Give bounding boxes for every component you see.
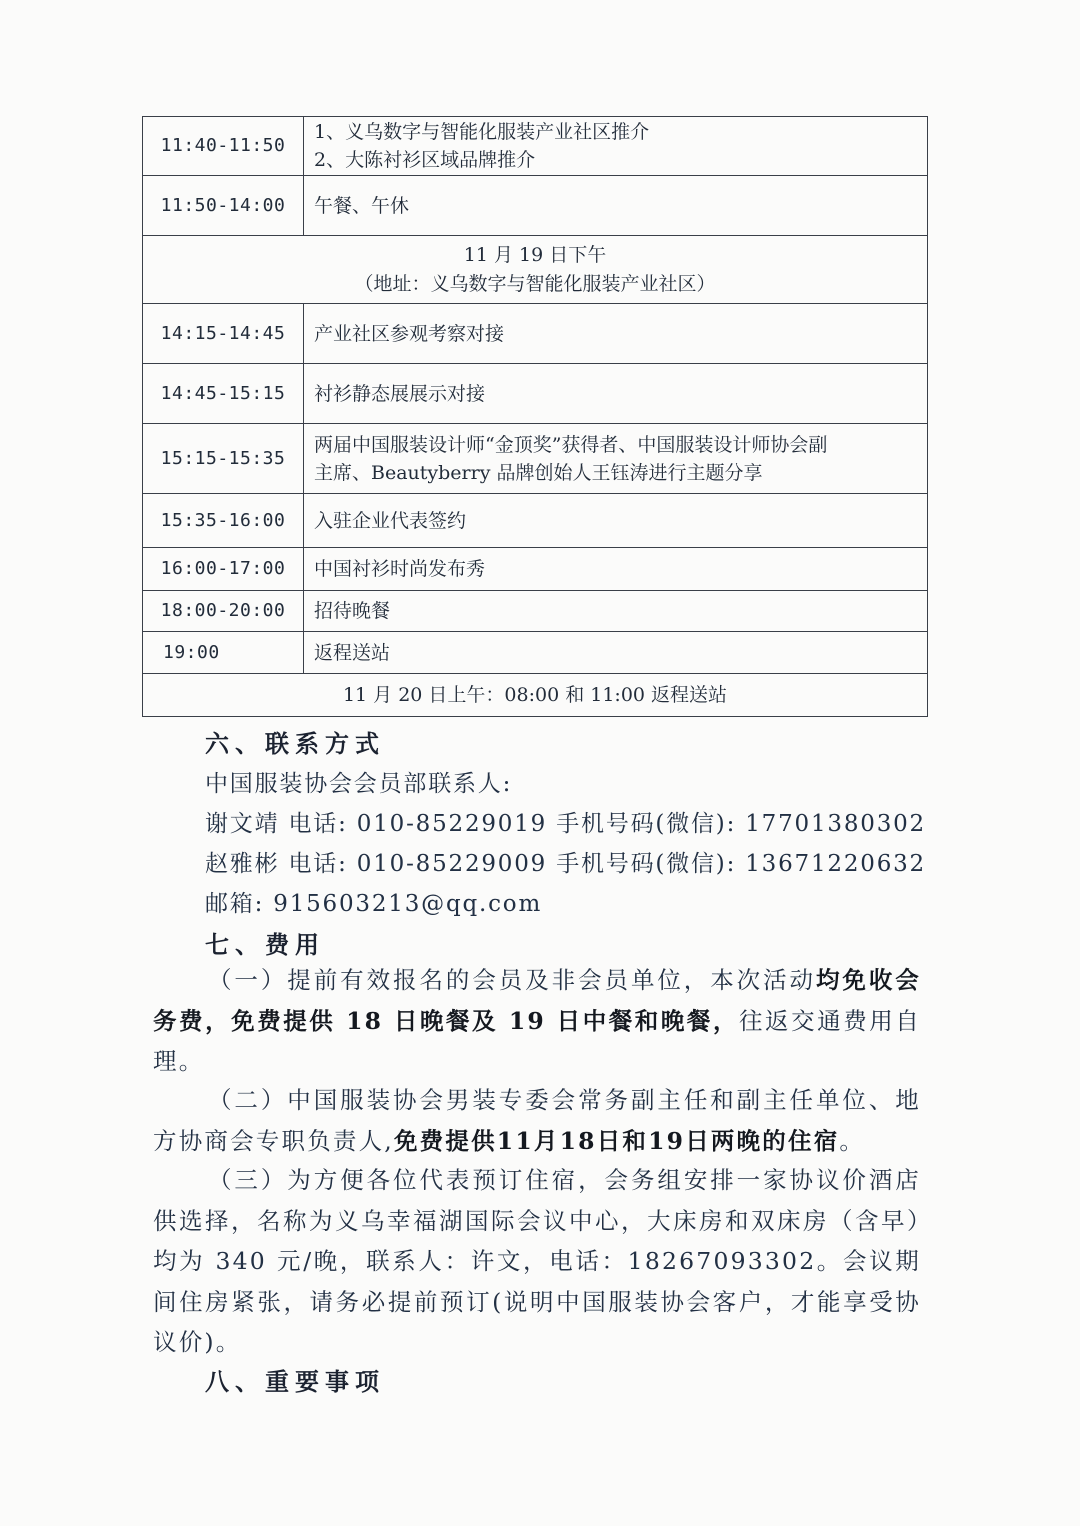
section-date: 11 月 19 日下午 xyxy=(463,243,607,266)
fees-heading: 七、费用 xyxy=(205,930,325,959)
paragraph-text: （三）为方便各位代表预订住宿，会务组安排一家协议价酒店供选择，名称为义乌幸福湖国际会议中心，大床房和双床房（含早）均为 340 元/晚，联系人：许文，电话：18267093302。会议期间住房紧张，请务必提前预订(说明中国服装协会客户，才能享受协议价)。 xyxy=(153,1166,921,1356)
important-heading: 八、重要事项 xyxy=(205,1367,385,1396)
time-cell: 16:00-17:00 xyxy=(143,548,304,591)
activity-cell xyxy=(304,117,928,176)
schedule-table xyxy=(142,116,928,717)
activity-line: 主席、Beautyberry 品牌创始人王钰涛进行主题分享 xyxy=(314,461,763,484)
activity-cell: 衬衫静态展展示对接 xyxy=(304,364,928,424)
table-row xyxy=(143,632,928,674)
table-row xyxy=(143,117,928,176)
activity-cell xyxy=(304,424,928,494)
table-row xyxy=(143,176,928,236)
activity-cell: 中国衬衫时尚发布秀 xyxy=(304,548,928,591)
contact-intro: 中国服装协会会员部联系人: xyxy=(205,771,513,797)
paragraph-text: （一）提前有效报名的会员及非会员单位，本次活动 xyxy=(208,966,816,994)
activity-line: 1、义乌数字与智能化服装产业社区推介 xyxy=(314,121,650,143)
activity-line: 2、大陈衬衫区域品牌推介 xyxy=(314,149,536,171)
fees-paragraph-1 xyxy=(153,960,921,1082)
fees-paragraph-3 xyxy=(153,1160,921,1363)
time-cell: 15:35-16:00 xyxy=(143,494,304,548)
return-note-cell: 11 月 20 日上午：08:00 和 11:00 返程送站 xyxy=(143,674,928,717)
time-cell: 11:40-11:50 xyxy=(143,117,304,176)
time-cell: 19:00 xyxy=(143,632,304,674)
table-row xyxy=(143,548,928,591)
paragraph-text: 往返交通费用自理。 xyxy=(153,1006,921,1075)
table-row xyxy=(143,674,928,717)
table-row xyxy=(143,591,928,632)
time-cell: 11:50-14:00 xyxy=(143,176,304,236)
table-row xyxy=(143,424,928,494)
contact-person: 谢文靖 电话: 010-85229019 手机号码(微信): 17701380302 xyxy=(205,811,926,837)
table-row xyxy=(143,304,928,364)
table-row xyxy=(143,494,928,548)
paragraph-text: （二）中国服装协会男装专委会常务副主任和副主任单位、地方协商会专职负责人, xyxy=(153,1086,921,1155)
section-address: （地址：义乌数字与智能化服装产业社区） xyxy=(354,272,716,295)
activity-cell: 返程送站 xyxy=(304,632,928,674)
table-row xyxy=(143,364,928,424)
time-cell: 18:00-20:00 xyxy=(143,591,304,632)
time-cell: 14:15-14:45 xyxy=(143,304,304,364)
contact-heading: 六、联系方式 xyxy=(205,729,385,758)
table-row xyxy=(143,236,928,304)
time-cell: 14:45-15:15 xyxy=(143,364,304,424)
activity-cell: 招待晚餐 xyxy=(304,591,928,632)
paragraph-bold-text: 免费提供11月18日和19日两晚的住宿 xyxy=(393,1126,840,1155)
paragraph-text: 。 xyxy=(839,1126,866,1155)
time-cell: 15:15-15:35 xyxy=(143,424,304,494)
contact-person: 赵雅彬 电话: 010-85229009 手机号码(微信): 13671220632 xyxy=(205,851,926,877)
section-header-cell xyxy=(143,236,928,304)
contact-email: 邮箱: 915603213@qq.com xyxy=(205,891,543,917)
activity-cell: 产业社区参观考察对接 xyxy=(304,304,928,364)
activity-cell: 午餐、午休 xyxy=(304,176,928,236)
activity-cell: 入驻企业代表签约 xyxy=(304,494,928,548)
activity-line: 两届中国服装设计师“金顶奖”获得者、中国服装设计师协会副 xyxy=(314,433,828,456)
paragraph-bold-text: 均免收会务费，免费提供 18 日晚餐及 19 日中餐和晚餐， xyxy=(153,966,921,1035)
fees-paragraph-2 xyxy=(153,1080,921,1161)
